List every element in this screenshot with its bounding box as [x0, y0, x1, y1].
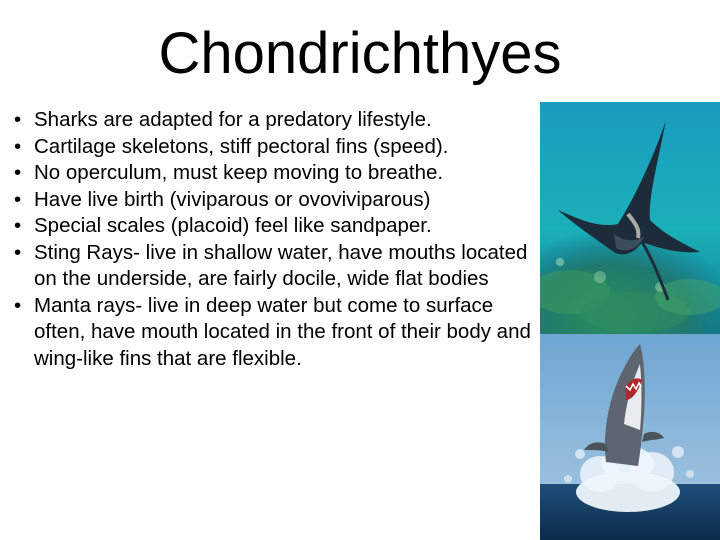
manta-ray-image	[540, 102, 720, 334]
breaching-shark-image	[540, 334, 720, 540]
bullet-marker: •	[14, 161, 22, 184]
bullet-text: Special scales (placoid) feel like sandpaper.	[34, 214, 432, 237]
bullet-marker: •	[14, 108, 22, 131]
bullet-text: Cartilage skeletons, stiff pectoral fins (speed).	[34, 134, 449, 158]
bullet-text: Manta rays- live in deep water but come to surface often, have mouth located in the front of their body and wing-like fins that are flexible.	[34, 293, 531, 370]
slide-title: Chondrichthyes	[158, 21, 562, 86]
bullet-item	[14, 213, 540, 240]
bullet-marker: •	[14, 214, 22, 237]
bullet-text: Sting Rays- live in shallow water, have mouths located on the underside, are fairly docile, wide flat bodies	[34, 240, 528, 290]
bullet-item	[14, 187, 540, 214]
bullet-item	[14, 293, 540, 373]
bullet-marker: •	[14, 293, 22, 317]
bullet-item	[14, 107, 540, 134]
bullet-marker: •	[14, 187, 22, 211]
bullet-text: Have live birth (viviparous or ovoviviparous)	[34, 187, 431, 211]
bullet-text: No operculum, must keep moving to breathe.	[34, 161, 444, 184]
bullet-item	[14, 134, 540, 161]
bullet-list	[14, 107, 540, 372]
bullet-marker: •	[14, 240, 22, 264]
bullet-item	[14, 160, 540, 187]
bullet-marker: •	[14, 134, 22, 158]
bullet-text: Sharks are adapted for a predatory lifestyle.	[34, 108, 432, 131]
bullet-item	[14, 240, 540, 293]
